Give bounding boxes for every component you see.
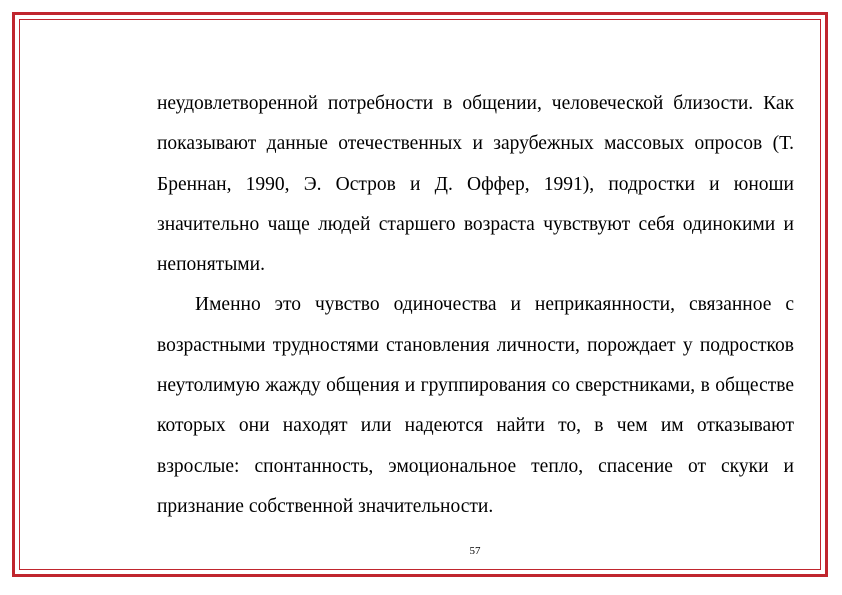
paragraph: Именно это чувство одиночества и неприкаянности, связанное с возрастными трудностями становления личности, порождает у подростков неутолимую жажду общения и группирования со сверстниками, в обществе которых они находят или надеются найти то, в чем им отказывают взрослые: спонтанность, эмоциональное тепло, спасение от скуки и признание собственной значительности. xyxy=(157,294,794,517)
page-number: 57 xyxy=(469,545,481,557)
body-text xyxy=(157,84,794,527)
paragraph-continuation: неудовлетворенной потребности в общении, человеческой близости. Как показывают данные отечественных и зарубежных массовых опросов (Т. Бреннан, 1990, Э. Остров и Д. Оффер, 1991), подростки и юноши значительно чаще людей старшего возраста чувствуют себя одинокими и непонятыми. xyxy=(157,93,794,276)
